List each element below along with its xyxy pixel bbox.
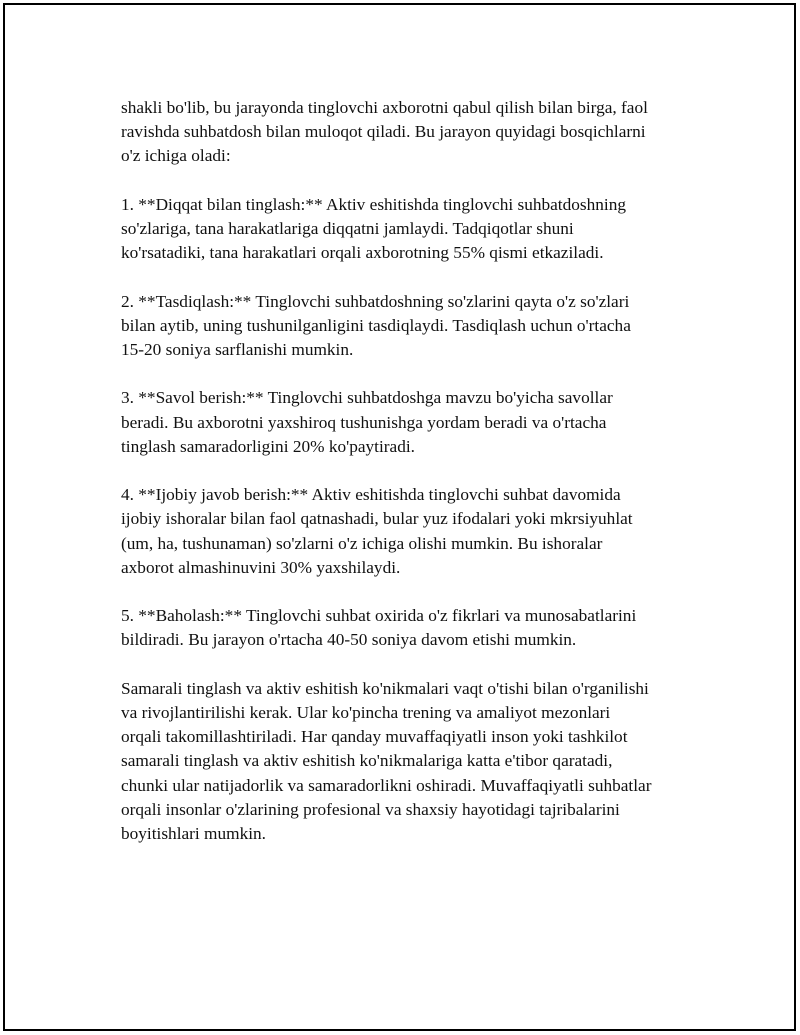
- text-line: 4. **Ijobiy javob berish:** Aktiv eshitishda tinglovchi suhbat davomida: [121, 485, 621, 505]
- paragraph-step-2: [121, 290, 701, 363]
- paragraph-step-1: [121, 193, 701, 266]
- text-line: orqali takomillashtiriladi. Har qanday muvaffaqiyatli inson yoki tashkilot: [121, 727, 628, 747]
- text-line: o'z ichiga oladi:: [121, 146, 231, 166]
- text-line: 5. **Baholash:** Tinglovchi suhbat oxirida o'z fikrlari va munosabatlarini: [121, 606, 637, 626]
- paragraph-step-3: [121, 386, 701, 459]
- text-line: shakli bo'lib, bu jarayonda tinglovchi axborotni qabul qilish bilan birga, faol: [121, 98, 648, 117]
- text-line: (um, ha, tushunaman) so'zlarni o'z ichiga olishi mumkin. Bu ishoralar: [121, 533, 603, 553]
- text-line: boyitishlari mumkin.: [121, 824, 266, 843]
- document-body: [121, 96, 701, 870]
- text-line: so'zlariga, tana harakatlariga diqqatni jamlaydi. Tadqiqotlar shuni: [121, 219, 574, 238]
- text-line: va rivojlantirilishi kerak. Ular ko'pincha trening va amaliyot mezonlari: [121, 702, 611, 722]
- text-line: orqali insonlar o'zlarining profesional va shaxsiy hayotidagi tajribalarini: [121, 799, 620, 819]
- text-line: 1. **Diqqat bilan tinglash:** Aktiv eshitishda tinglovchi suhbatdoshning: [121, 194, 626, 214]
- paragraph-step-4: [121, 483, 701, 580]
- text-line: axborot almashinuvini 30% yaxshilaydi.: [121, 557, 401, 577]
- text-line: bildiradi. Bu jarayon o'rtacha 40-50 soniya davom etishi mumkin.: [121, 630, 577, 650]
- text-line: 3. **Savol berish:** Tinglovchi suhbatdoshga mavzu bo'yicha savollar: [121, 388, 613, 408]
- page-border: [3, 3, 796, 1031]
- text-line: 2. **Tasdiqlash:** Tinglovchi suhbatdoshning so'zlarini qayta o'z so'zlari: [121, 291, 630, 311]
- paragraph-step-5: [121, 604, 701, 652]
- text-line: bilan aytib, uning tushunilganligini tasdiqlaydi. Tasdiqlash uchun o'rtacha: [121, 315, 631, 335]
- paragraph-intro: [121, 96, 701, 169]
- text-line: beradi. Bu axborotni yaxshiroq tushunishga yordam beradi va o'rtacha: [121, 412, 607, 432]
- text-line: tinglash samaradorligini 20% ko'paytiradi.: [121, 436, 415, 456]
- text-line: Samarali tinglash va aktiv eshitish ko'nikmalari vaqt o'tishi bilan o'rganilishi: [121, 678, 649, 698]
- text-line: samarali tinglash va aktiv eshitish ko'nikmalariga katta e'tibor qaratadi,: [121, 751, 613, 771]
- paragraph-conclusion: [121, 677, 701, 846]
- text-line: ko'rsatadiki, tana harakatlari orqali axborotning 55% qismi etkaziladi.: [121, 243, 604, 263]
- text-line: ravishda suhbatdosh bilan muloqot qiladi. Bu jarayon quyidagi bosqichlarni: [121, 122, 646, 142]
- text-line: chunki ular natijadorlik va samaradorlikni oshiradi. Muvaffaqiyatli suhbatlar: [121, 775, 652, 795]
- text-line: ijobiy ishoralar bilan faol qatnashadi, bular yuz ifodalari yoki mkrsiyuhlat: [121, 509, 633, 529]
- text-line: 15-20 soniya sarflanishi mumkin.: [121, 340, 354, 359]
